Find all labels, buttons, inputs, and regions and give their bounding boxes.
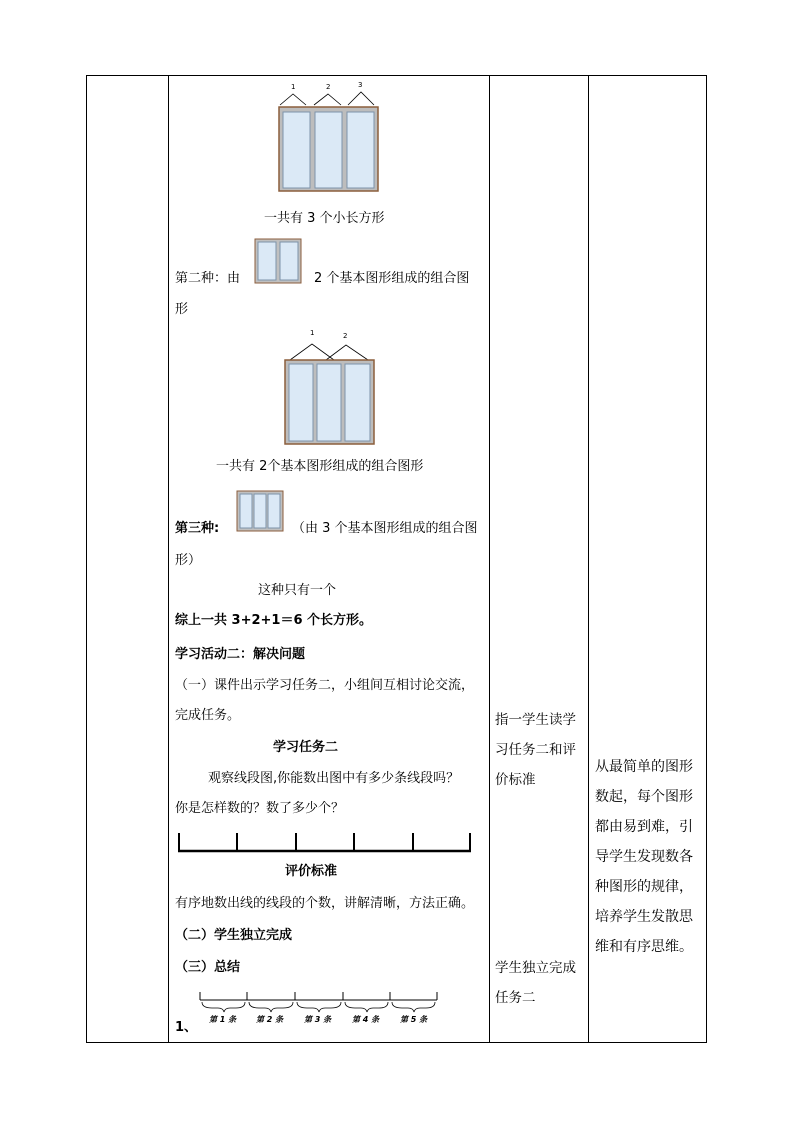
figure-label: 1: [310, 329, 315, 337]
teacher-text: 价标准: [495, 772, 536, 788]
intent-text: 维和有序思维。: [595, 939, 693, 955]
type2-wrap: 形: [175, 302, 189, 317]
figure-caption: 一共有 2个基本图形组成的组合图形: [216, 459, 424, 474]
brace-segment-diagram: [196, 988, 442, 1028]
activity2-step3: （三）总结: [175, 960, 241, 975]
teacher-text: 指一学生读学: [495, 712, 576, 728]
intent-text: 导学生发现数各: [595, 849, 693, 865]
two-rectangle-icon: [254, 238, 302, 284]
type3-wrap: 形）: [175, 553, 202, 568]
intent-text: 数起，每个图形: [595, 789, 693, 805]
criteria-title: 评价标准: [285, 864, 338, 879]
item-number: 1、: [175, 1020, 198, 1035]
three-rectangle-icon: [236, 490, 284, 532]
segment-diagram: [176, 830, 474, 854]
segment-label: 第 5 条: [400, 1015, 428, 1024]
figure-caption: 一共有 3 个小长方形: [264, 211, 385, 226]
figure-combined-rectangles: [282, 325, 382, 447]
task-question-cont: 你是怎样数的？数了多少个？: [175, 801, 345, 816]
task-question: 观察线段图,你能数出图中有多少条线段吗？: [208, 771, 460, 786]
segment-label: 第 2 条: [256, 1015, 284, 1024]
activity2-step1-cont: 完成任务。: [175, 708, 241, 723]
figure-label: 2: [343, 332, 348, 340]
intent-text: 培养学生发散思: [595, 909, 693, 925]
segment-label: 第 3 条: [304, 1015, 332, 1024]
figure-label: 3: [358, 81, 363, 89]
column-divider: [168, 75, 169, 1043]
criteria-text: 有序地数出线的线段的个数，讲解清晰，方法正确。: [175, 896, 475, 911]
figure-label: 2: [326, 83, 331, 91]
column-divider: [489, 75, 490, 1043]
activity2-step2: （二）学生独立完成: [175, 928, 293, 943]
activity2-step1: （一）课件出示学习任务二，小组间互相讨论交流，: [175, 678, 475, 693]
figure-label: 1: [291, 83, 296, 91]
summary-text: 综上一共 3+2+1＝6 个长方形。: [175, 613, 373, 628]
type3-prefix: 第三种:: [175, 521, 220, 536]
teacher-text: 学生独立完成: [495, 960, 576, 976]
intent-column: [595, 752, 693, 962]
task-title: 学习任务二: [273, 740, 339, 755]
intent-text: 从最简单的图形: [595, 759, 693, 775]
type2-suffix: 2 个基本图形组成的组合图: [314, 271, 470, 286]
type3-note: 这种只有一个: [258, 583, 337, 598]
figure-three-rectangles: [270, 78, 390, 196]
type3-suffix: （由 3 个基本图形组成的组合图: [292, 521, 478, 536]
activity2-title: 学习活动二：解决问题: [175, 647, 306, 662]
type2-prefix: 第二种：由: [175, 271, 241, 286]
teacher-column-lower: [495, 953, 576, 1013]
teacher-text: 习任务二和评: [495, 742, 576, 758]
segment-label: 第 4 条: [352, 1015, 380, 1024]
teacher-text: 任务二: [495, 990, 536, 1006]
teacher-column: [495, 705, 576, 795]
segment-label: 第 1 条: [209, 1015, 237, 1024]
intent-text: 都由易到难，引: [595, 819, 693, 835]
column-divider: [588, 75, 589, 1043]
intent-text: 种图形的规律，: [595, 879, 693, 895]
